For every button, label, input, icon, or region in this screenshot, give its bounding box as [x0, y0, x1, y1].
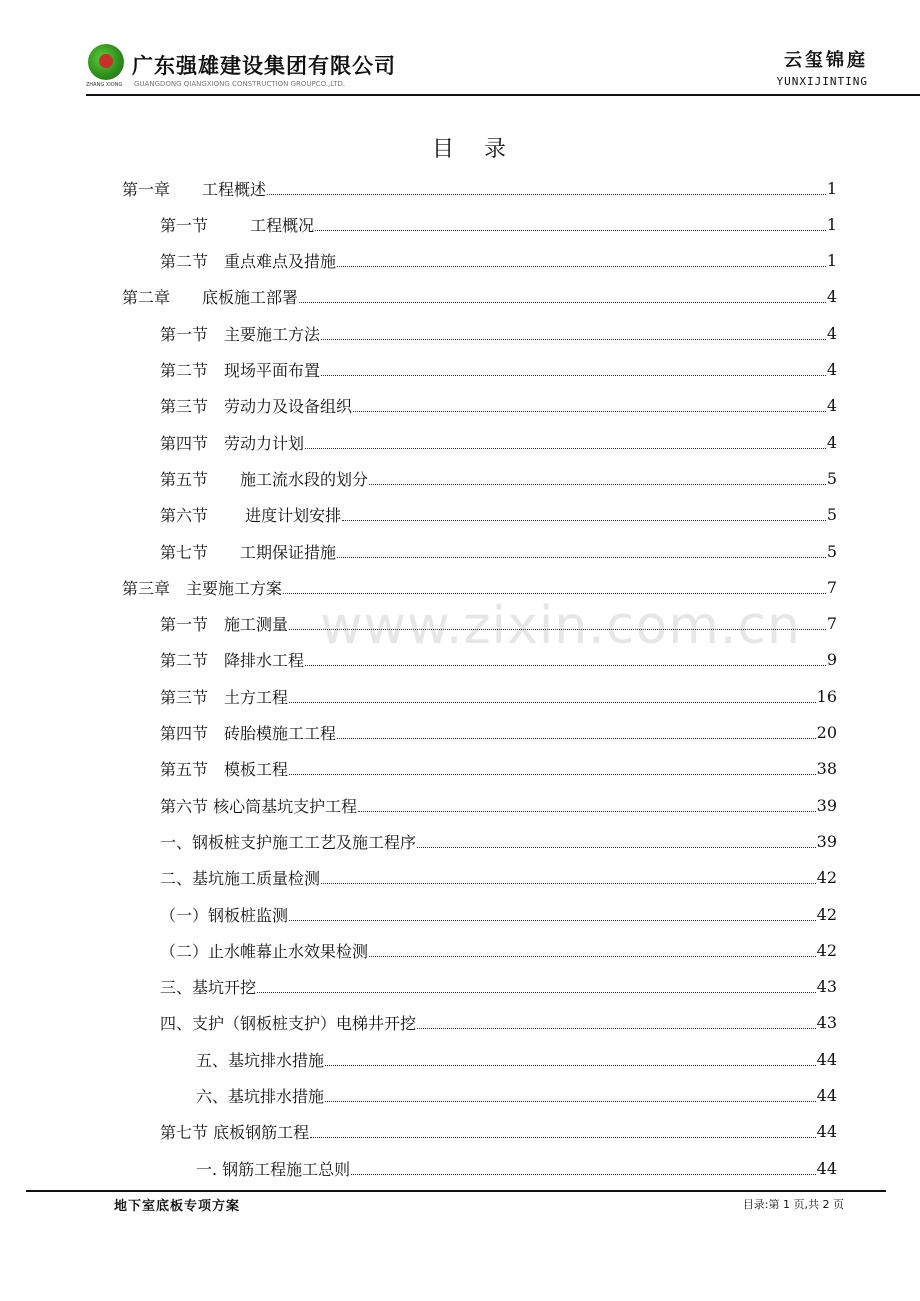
watermark: www.zixin.com.cn [320, 596, 801, 656]
logo-caption: ZHANG XIONG [86, 82, 123, 88]
toc-entry-title: 第一节 主要施工方法 [160, 324, 321, 344]
toc-entry-page: 1 [826, 251, 837, 271]
toc-entry-page: 16 [816, 686, 837, 706]
toc-entry[interactable] [160, 896, 837, 932]
toc-entry-title: 第四节 劳动力计划 [160, 433, 305, 453]
toc-dot-leader [289, 702, 816, 703]
toc-entry-title: 第三节 土方工程 [160, 687, 289, 707]
toc-dot-leader [417, 1028, 816, 1029]
company-english-name: GUANGDONG QIANGXIONG CONSTRUCTION GROUPCO.,LTD. [134, 80, 346, 88]
toc-dot-leader [342, 520, 826, 521]
company-name: 广东强雄建设集团有限公司 [132, 54, 396, 78]
toc-entry[interactable] [196, 1041, 837, 1077]
toc-entry-page: 9 [826, 650, 837, 670]
project-brand-cn: 云玺锦庭 [784, 50, 868, 71]
toc-dot-leader [305, 448, 826, 449]
toc-dot-leader [321, 339, 826, 340]
toc-entry-title: 第七节 工期保证措施 [160, 542, 337, 562]
toc-dot-leader [358, 811, 816, 812]
toc-entry-title: 一、钢板桩支护施工工艺及施工程序 [160, 832, 417, 852]
toc-entry-page: 1 [826, 178, 837, 198]
toc-entry-page: 44 [816, 1086, 837, 1105]
toc-entry-page: 7 [826, 614, 837, 634]
toc-entry-title: 第一章 工程概述 [122, 179, 267, 199]
toc-entry-title: 四、支护（钢板桩支护）电梯井开挖 [160, 1014, 417, 1034]
toc-entry[interactable] [160, 1005, 837, 1041]
toc-entry-page: 42 [816, 904, 837, 924]
toc-dot-leader [353, 411, 826, 412]
toc-entry[interactable] [160, 823, 837, 859]
toc-entry-page: 44 [816, 1158, 837, 1178]
toc-entry[interactable] [160, 932, 837, 968]
toc-entry-title: 第一节 工程概况 [160, 215, 315, 235]
toc-entry-title: （一）钢板桩监测 [160, 905, 289, 925]
toc-dot-leader [289, 920, 816, 921]
toc-entry[interactable] [160, 787, 837, 823]
toc-entry-page: 44 [816, 1122, 837, 1142]
toc-entry-title: 第二节 现场平面布置 [160, 361, 321, 380]
toc-entry-page: 1 [826, 214, 837, 234]
toc-dot-leader [257, 992, 816, 993]
toc-entry[interactable] [196, 1150, 837, 1186]
toc-entry-page: 42 [816, 868, 837, 888]
toc-entry-page: 44 [816, 1049, 837, 1069]
toc-dot-leader [321, 883, 816, 884]
toc-entry-page: 38 [816, 759, 837, 779]
toc-entry[interactable] [160, 642, 837, 678]
toc-entry[interactable] [160, 315, 837, 351]
toc-entry-page: 39 [816, 831, 837, 851]
toc-entry[interactable] [160, 424, 837, 460]
toc-entry-page: 5 [826, 505, 837, 525]
toc-entry-title: 第三章 主要施工方案 [122, 578, 283, 598]
toc-dot-leader [283, 593, 826, 594]
toc-entry[interactable] [122, 279, 837, 315]
toc-dot-leader [289, 774, 816, 775]
toc-entry-page: 5 [826, 541, 837, 561]
toc-dot-leader [267, 194, 826, 195]
toc-entry[interactable] [122, 170, 837, 206]
company-logo-icon [88, 44, 124, 80]
footer-divider [26, 1190, 886, 1192]
toc-entry-title: 第一节 施工测量 [160, 615, 289, 635]
toc-entry[interactable] [160, 969, 837, 1005]
toc-entry-title: 第二节 重点难点及措施 [160, 252, 337, 272]
toc-entry-page: 39 [816, 795, 837, 815]
toc-entry-page: 42 [816, 940, 837, 960]
toc-entry-page: 20 [816, 723, 837, 742]
toc-dot-leader [337, 738, 816, 739]
toc-dot-leader [305, 665, 826, 666]
toc-entry[interactable] [122, 569, 837, 605]
toc-entry-title: 二、基坑施工质量检测 [160, 869, 321, 889]
toc-entry[interactable] [160, 497, 837, 533]
toc-entry-title: 第六节 核心筒基坑支护工程 [160, 796, 358, 816]
toc-entry-page: 7 [826, 577, 837, 597]
toc-entry[interactable] [160, 352, 837, 388]
toc-dot-leader [351, 1174, 815, 1175]
project-brand-en: YUNXIJINTING [776, 75, 868, 88]
toc-entry-title: 三、基坑开挖 [160, 978, 257, 998]
toc-entry-title: 第六节 进度计划安排 [160, 506, 342, 526]
toc-entry[interactable] [160, 533, 837, 569]
toc-dot-leader [369, 956, 816, 957]
toc-entry-page: 4 [826, 287, 837, 307]
toc-dot-leader [315, 230, 826, 231]
toc-entry-page: 43 [816, 977, 837, 997]
toc-entry-page: 4 [826, 396, 837, 416]
page-header [0, 0, 920, 100]
toc-entry-title: （二）止水帷幕止水效果检测 [160, 941, 369, 961]
toc-entry[interactable] [196, 1078, 837, 1114]
toc-entry-title: 第五节 施工流水段的划分 [160, 469, 369, 489]
footer-document-title: 地下室底板专项方案 [114, 1199, 241, 1214]
toc-entry[interactable] [160, 460, 837, 496]
toc-entry-title: 第四节 砖胎模施工工程 [160, 724, 337, 743]
toc-entry[interactable] [160, 751, 837, 787]
toc-entry-title: 第二节 降排水工程 [160, 651, 305, 671]
toc-entry-page: 43 [816, 1013, 837, 1033]
header-divider [86, 94, 920, 96]
toc-entry-title: 一. 钢筋工程施工总则 [196, 1159, 351, 1179]
toc-entry-page: 4 [826, 323, 837, 343]
toc-title: 目录 [431, 137, 536, 162]
toc-dot-leader [337, 557, 826, 558]
toc-dot-leader [325, 1065, 816, 1066]
toc-entry-page: 5 [826, 468, 837, 488]
toc-entry-title: 第三节 劳动力及设备组织 [160, 397, 353, 417]
toc-entry[interactable] [160, 715, 837, 751]
toc-entry-title: 第五节 模板工程 [160, 760, 289, 780]
toc-entry-title: 六、基坑排水措施 [196, 1087, 325, 1106]
toc-entry[interactable] [160, 678, 837, 714]
toc-entry[interactable] [160, 606, 837, 642]
toc-dot-leader [310, 1137, 816, 1138]
toc-dot-leader [369, 484, 826, 485]
toc-entry[interactable] [160, 206, 837, 242]
toc-entry-title: 第七节 底板钢筋工程 [160, 1123, 310, 1143]
toc-entry-page: 4 [826, 360, 837, 379]
toc-entry[interactable] [160, 388, 837, 424]
toc-dot-leader [417, 847, 816, 848]
toc-dot-leader [289, 629, 826, 630]
footer-page-info: 目录:第 1 页,共 2 页 [742, 1198, 844, 1211]
toc-entry[interactable] [160, 1114, 837, 1150]
toc-entry-page: 4 [826, 432, 837, 452]
toc-dot-leader [321, 375, 826, 376]
toc-entry[interactable] [160, 860, 837, 896]
toc-entry-title: 第二章 底板施工部署 [122, 288, 299, 308]
toc-dot-leader [325, 1101, 816, 1102]
toc-entry[interactable] [160, 243, 837, 279]
toc-dot-leader [299, 302, 826, 303]
toc-dot-leader [337, 266, 826, 267]
toc-entry-title: 五、基坑排水措施 [196, 1050, 325, 1070]
